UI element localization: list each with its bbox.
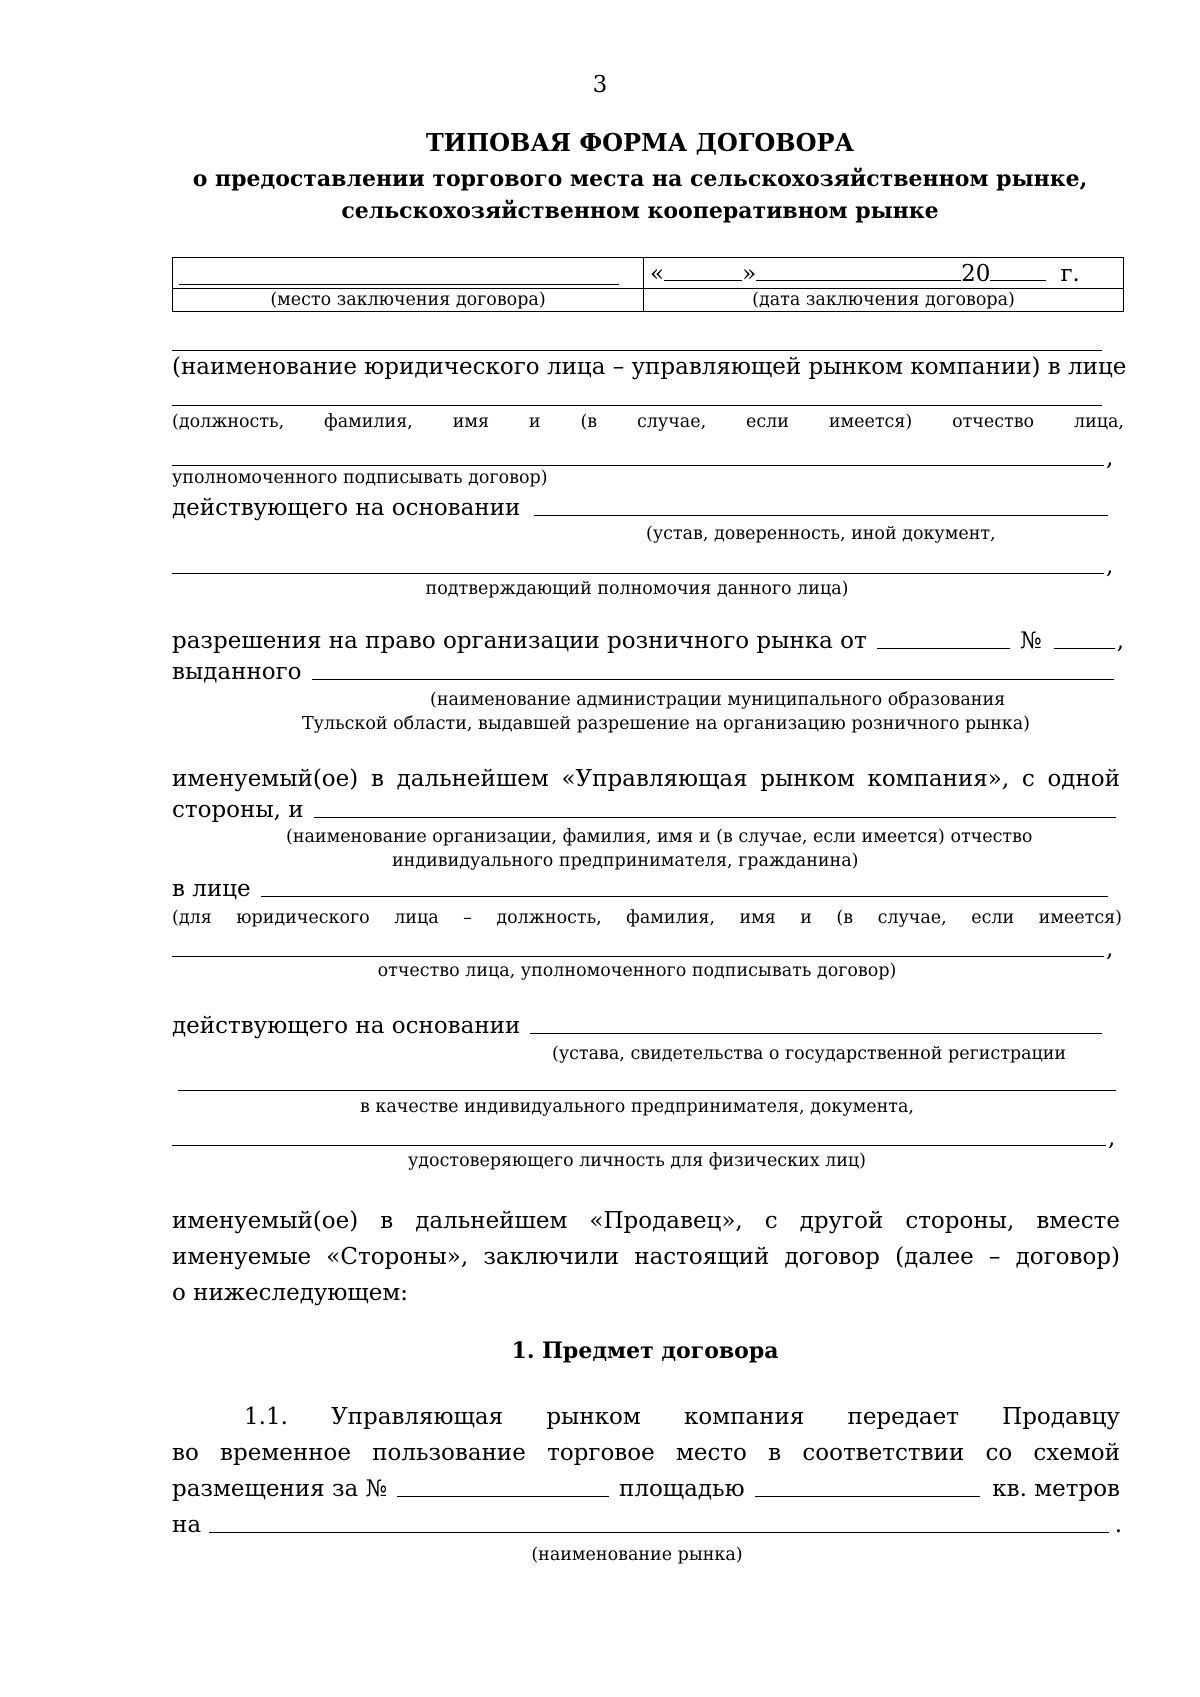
text-word: вместе	[1036, 1208, 1120, 1234]
place-date-table	[172, 257, 1124, 312]
text-word: соответствии	[802, 1440, 965, 1466]
signatory-hint-end: уполномоченного подписывать договор)	[172, 468, 548, 488]
seller-basis-hint-3: удостоверяющего личность для физических лиц)	[407, 1151, 867, 1171]
text-word: рынком	[546, 1404, 641, 1430]
page-number: 3	[592, 72, 608, 98]
section-heading: 1. Предмет договора	[511, 1338, 779, 1364]
trailing-comma: ,	[1108, 1125, 1116, 1151]
signatory-blank[interactable]	[172, 405, 1102, 406]
date-open-quote: «	[650, 260, 665, 287]
issued-hint-2: Тульской области, выдавшей разрешение на организацию розничного рынка)	[302, 714, 1030, 734]
company-name-hint: (наименование юридического лица – управляющей рынком компании) в лице	[172, 354, 1127, 380]
text-word: договор)	[1015, 1244, 1120, 1270]
side-and-label: стороны, и	[172, 797, 304, 823]
text-word: дальнейшем	[415, 1208, 568, 1234]
number-sign: №	[1020, 628, 1042, 654]
clause-number: 1.1.	[244, 1404, 288, 1430]
text-word: в	[768, 1440, 782, 1466]
trailing-comma: ,	[1106, 553, 1114, 579]
place-underline	[179, 262, 619, 285]
closing-line-3: о нижеследующем:	[172, 1280, 409, 1306]
text-word: настоящий	[634, 1244, 770, 1270]
permit-row	[172, 628, 1124, 654]
clause-1-1-line-4	[172, 1512, 1122, 1538]
date-label: (дата заключения договора)	[644, 289, 1124, 312]
text-word: временное	[220, 1440, 351, 1466]
permit-date-blank[interactable]	[877, 647, 1010, 649]
text-word: в	[370, 766, 384, 792]
hint-word: случае,	[877, 908, 947, 928]
acting-basis-label: действующего на основании	[172, 495, 521, 521]
year-suffix: г.	[1060, 260, 1080, 287]
place-label: (место заключения договора)	[173, 289, 644, 312]
signatory-blank-2[interactable]	[172, 465, 1104, 466]
seller-basis-blank-3[interactable]	[172, 1145, 1106, 1146]
issued-row	[172, 659, 1118, 685]
year-prefix: 20	[961, 260, 991, 287]
hint-word: (в	[580, 412, 598, 432]
document-title: ТИПОВАЯ ФОРМА ДОГОВОРА	[425, 128, 855, 157]
hint-word: имеется)	[828, 412, 913, 432]
text-word: именуемый(ое)	[172, 766, 359, 792]
date-close-quote: »	[742, 260, 757, 287]
month-blank	[756, 260, 961, 281]
market-name-blank[interactable]	[209, 1531, 1109, 1533]
text-word: «Стороны»,	[326, 1244, 469, 1270]
closing-line-2	[172, 1244, 1120, 1270]
hint-word: фамилия,	[324, 412, 413, 432]
company-name-blank[interactable]	[172, 350, 1102, 351]
hint-word: (для	[172, 908, 212, 928]
text-word: компания»,	[867, 766, 1010, 792]
seller-name-hint-2: индивидуального предпринимателя, гражданина)	[392, 851, 859, 871]
seller-basis-row	[172, 1013, 1106, 1039]
text-word: (далее	[895, 1244, 974, 1270]
text-word: с	[1021, 766, 1035, 792]
text-word: заключили	[483, 1244, 620, 1270]
in-person-label: в лице	[172, 876, 251, 902]
seller-name-blank[interactable]	[314, 816, 1116, 818]
text-word: передает	[847, 1404, 959, 1430]
hint-word: (должность,	[172, 412, 285, 432]
area-unit: кв. метров	[992, 1476, 1120, 1502]
seller-basis-blank[interactable]	[530, 1032, 1102, 1034]
permit-number-blank[interactable]	[1054, 647, 1115, 649]
date-field[interactable]	[644, 258, 1124, 289]
seller-representative-blank-2[interactable]	[172, 956, 1104, 957]
text-word: дальнейшем	[396, 766, 549, 792]
hint-word: юридического	[236, 908, 370, 928]
acting-basis-label: действующего на основании	[172, 1013, 521, 1039]
place-field[interactable]	[173, 258, 644, 289]
closing-line-1	[172, 1208, 1120, 1234]
acting-basis-hint-2: подтверждающий полномочия данного лица)	[425, 579, 849, 599]
hint-word: лица,	[1073, 412, 1124, 432]
clause-1-1-line-1	[244, 1404, 1120, 1430]
day-blank	[664, 260, 742, 281]
text-word: «Управляющая	[561, 766, 748, 792]
market-prefix: на	[172, 1512, 202, 1538]
area-label: площадью	[619, 1476, 745, 1502]
seller-name-hint-1: (наименование организации, фамилия, имя и (в случае, если имеется) отчество	[286, 827, 1033, 847]
issued-blank[interactable]	[312, 678, 1114, 680]
text-word: рынком	[760, 766, 855, 792]
seller-basis-blank-2[interactable]	[178, 1090, 1116, 1091]
hint-word: и	[800, 908, 812, 928]
document-subtitle-line1: о предоставлении торгового места на сельскохозяйственном рынке,	[192, 166, 1088, 192]
issued-hint-1: (наименование администрации муниципального образования	[430, 690, 1006, 710]
text-word: со	[985, 1440, 1013, 1466]
market-name-hint: (наименование рынка)	[531, 1545, 743, 1565]
text-word: торговое	[547, 1440, 655, 1466]
acting-basis-blank[interactable]	[534, 514, 1108, 516]
acting-basis-hint: (устав, доверенность, иной документ,	[646, 524, 996, 544]
trailing-comma: ,	[1116, 628, 1124, 654]
hint-word: случае,	[637, 412, 707, 432]
hint-word: имя	[452, 412, 490, 432]
text-word: схемой	[1033, 1440, 1120, 1466]
acting-basis-row	[172, 495, 1112, 521]
clause-1-1-line-3	[172, 1476, 1120, 1502]
hint-word: отчество	[952, 412, 1035, 432]
hint-word: имеется)	[1038, 908, 1122, 928]
seller-representative-hint-2: отчество лица, уполномоченного подписывать договор)	[377, 961, 897, 981]
seller-representative-hint-line	[172, 908, 1122, 928]
trailing-comma: ,	[1106, 936, 1114, 962]
hint-word: –	[463, 908, 472, 928]
hint-word: если	[746, 412, 789, 432]
text-word: во	[172, 1440, 199, 1466]
text-word: именуемый(ое)	[172, 1208, 359, 1234]
trailing-comma: ,	[1106, 445, 1114, 471]
area-blank[interactable]	[755, 1495, 981, 1497]
hint-word: (в	[836, 908, 854, 928]
text-word: с	[764, 1208, 778, 1234]
text-word: договор	[784, 1244, 880, 1270]
clause-1-1-line-2	[172, 1440, 1120, 1466]
text-word: именуемые	[172, 1244, 312, 1270]
placement-number-label: размещения за №	[172, 1476, 388, 1502]
text-word: компания	[683, 1404, 805, 1430]
management-company-named-line	[172, 766, 1120, 792]
text-word: «Продавец»,	[589, 1208, 743, 1234]
seller-name-row	[172, 797, 1120, 823]
text-word: –	[988, 1244, 1001, 1270]
text-word: в	[380, 1208, 394, 1234]
hint-word: должность,	[496, 908, 602, 928]
seller-basis-hint-2: в качестве индивидуального предпринимателя, документа,	[360, 1097, 914, 1117]
text-word: Продавцу	[1002, 1404, 1120, 1430]
seller-representative-blank[interactable]	[261, 895, 1108, 897]
placement-number-blank[interactable]	[397, 1495, 609, 1497]
document-subtitle-line2: сельскохозяйственном кооперативном рынке	[341, 198, 939, 224]
seller-representative-row	[172, 876, 1112, 902]
hint-word: фамилия,	[626, 908, 715, 928]
date-line	[650, 260, 1117, 287]
year-blank	[990, 260, 1046, 281]
text-word: одной	[1047, 766, 1120, 792]
text-word: пользование	[372, 1440, 526, 1466]
hint-word: лица	[394, 908, 439, 928]
hint-word: имя	[739, 908, 776, 928]
text-word: место	[675, 1440, 747, 1466]
signatory-hint-line	[172, 412, 1124, 432]
issued-label: выданного	[172, 659, 302, 685]
acting-basis-blank-2[interactable]	[172, 573, 1104, 574]
text-word: Управляющая	[331, 1404, 504, 1430]
hint-word: и	[528, 412, 541, 432]
seller-basis-hint-1: (устава, свидетельства о государственной регистрации	[552, 1044, 1067, 1064]
period: .	[1114, 1512, 1122, 1538]
permit-label: разрешения на право организации розничного рынка от	[172, 628, 867, 654]
hint-word: если	[971, 908, 1015, 928]
text-word: другой	[799, 1208, 884, 1234]
text-word: стороны,	[905, 1208, 1015, 1234]
